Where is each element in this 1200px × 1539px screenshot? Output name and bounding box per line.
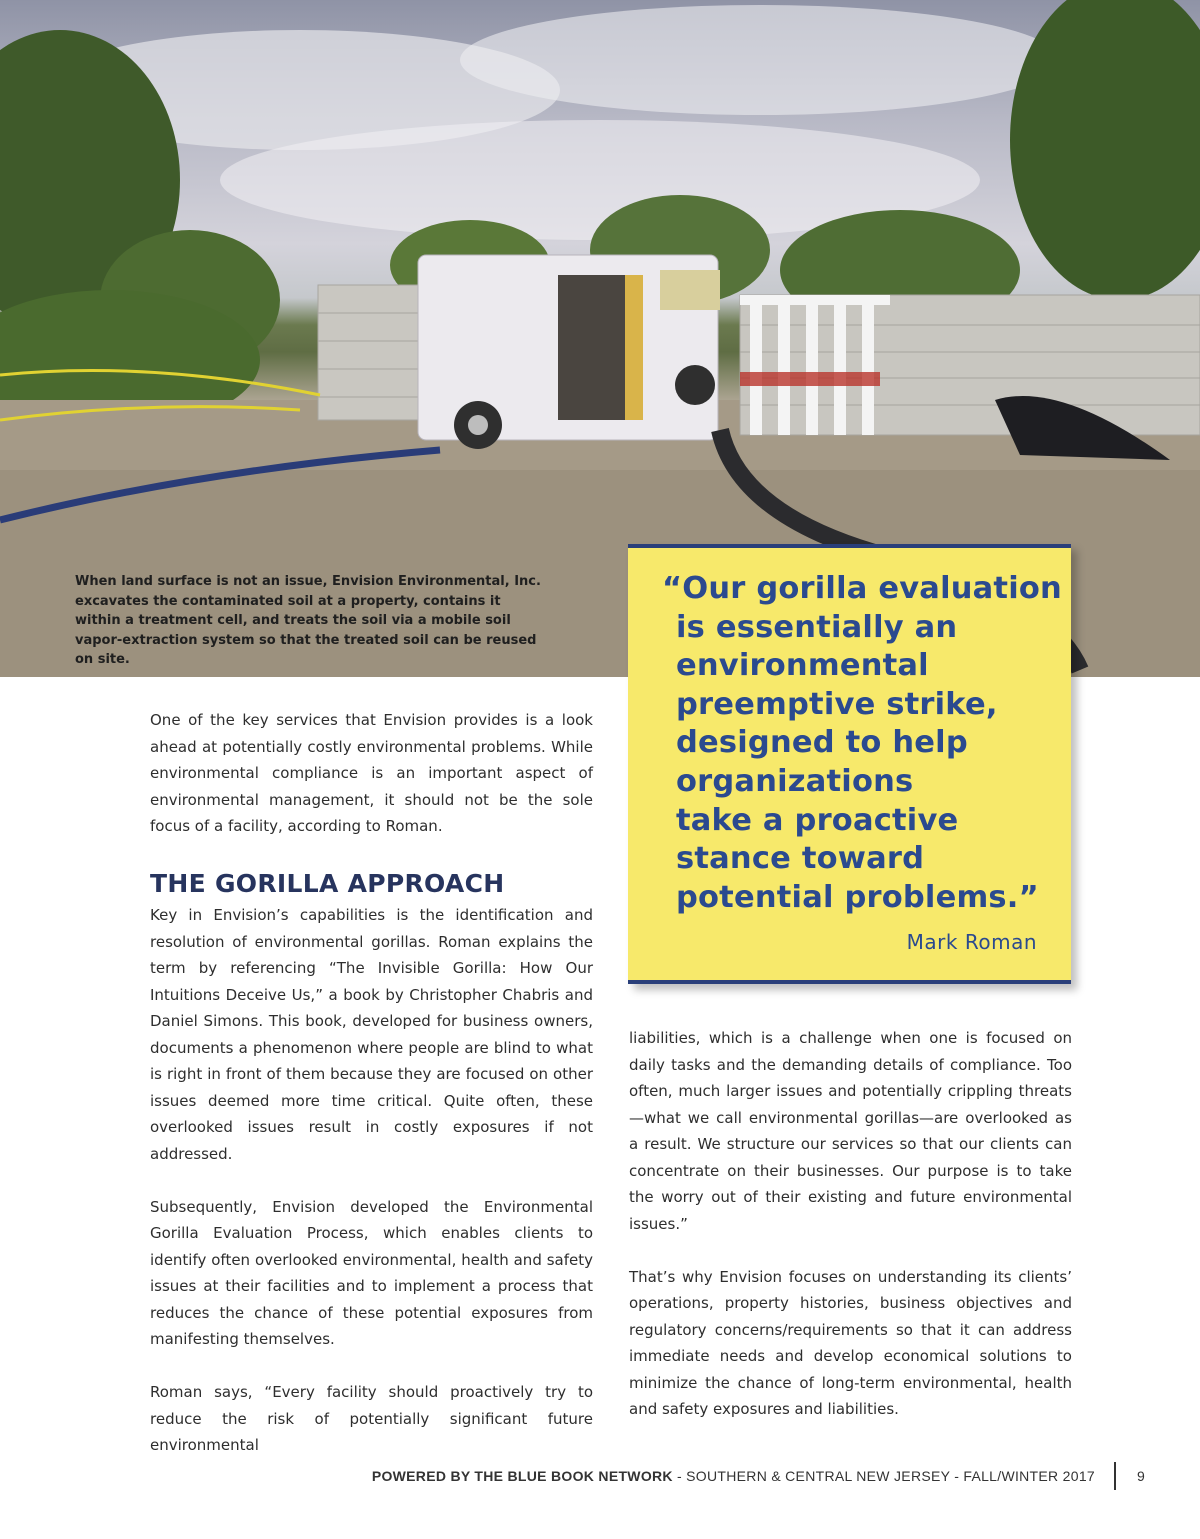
pull-quote-line: potential problems.” — [676, 879, 1039, 915]
pull-quote-line: organizations — [676, 763, 914, 799]
pull-quote-line: preemptive strike, — [676, 686, 998, 722]
page-footer — [0, 1468, 1095, 1484]
article-paragraph: liabilities, which is a challenge when one is focused on daily tasks and the demanding details of compliance. Too often, much larger issues and potentially crippling threats—what we call environmental gorillas—are overlooked as a result. We structure our services so that our clients can concentrate on their businesses. Our purpose is to take the worry out of their existing and future environmental issues.” — [629, 1029, 1072, 1233]
pull-quote-line: is essentially an — [676, 609, 958, 645]
footer-brand: POWERED BY THE BLUE BOOK NETWORK — [371, 1468, 673, 1484]
article-column-left — [150, 707, 593, 1485]
article-column-right — [629, 1025, 1072, 1449]
section-heading: THE GORILLA APPROACH — [150, 869, 505, 898]
photo-caption: When land surface is not an issue, Envision Environmental, Inc. excavates the contaminated soil at a property, contains it within a treatment cell, and treats the soil via a mobile soil vapor-extraction system so that the treated soil can be reused on site. — [75, 574, 541, 667]
article-paragraph: Subsequently, Envision developed the Environmental Gorilla Evaluation Process, which enables clients to identify often overlooked environmental, health and safety issues at their facilities and to implement a process that reduces the chance of these potential exposures from manifesting themselves. — [150, 1197, 593, 1348]
pull-quote-line: designed to help — [676, 725, 968, 761]
pull-quote-line: take a proactive — [676, 802, 959, 838]
footer-edition: - SOUTHERN & CENTRAL NEW JERSEY - FALL/WINTER 2017 — [672, 1468, 1095, 1484]
pull-quote-box — [628, 544, 1071, 984]
pull-quote-text — [662, 570, 1062, 917]
article-paragraph: That’s why Envision focuses on understanding its clients’ operations, property histories, business objectives and regulatory concerns/requirements so that it can address immediate needs and develop economical solutions to minimize the chance of long-term environmental, health and safety exposures and liabilities. — [629, 1267, 1072, 1418]
pull-quote-line: stance toward — [676, 841, 925, 877]
article-intro: One of the key services that Envision provides is a look ahead at potentially costly environmental problems. While environmental compliance is an important aspect of environmental management, it should not be the sole focus of a facility, according to Roman. — [150, 711, 593, 835]
pull-quote-line: environmental — [676, 648, 929, 684]
article-paragraph: Key in Envision’s capabilities is the identification and resolution of environmental gorillas. Roman explains the term by referencing “The Invisible Gorilla: How Our Intuitions Deceive Us,” a book by Christopher Chabris and Daniel Simons. This book, developed for business owners, documents a phenomenon where people are blind to what is right in front of them because they are focused on other issues deemed more time critical. Quite often, these overlooked issues result in costly exposures if not addressed. — [150, 906, 593, 1163]
footer-divider — [1114, 1462, 1116, 1490]
pull-quote-line: “Our gorilla evaluation — [662, 571, 1062, 606]
page-number: 9 — [1137, 1468, 1145, 1484]
article-paragraph: Roman says, “Every facility should proactively try to reduce the risk of potentially significant future environmental — [150, 1383, 593, 1454]
pull-quote-author: Mark Roman — [906, 930, 1037, 954]
